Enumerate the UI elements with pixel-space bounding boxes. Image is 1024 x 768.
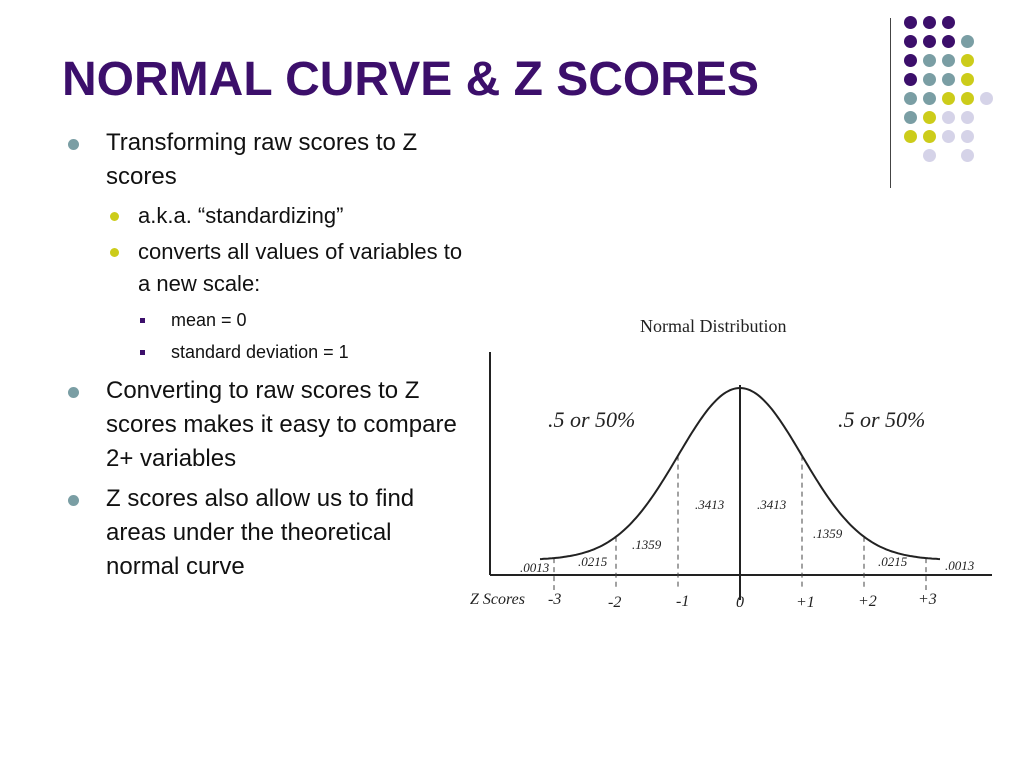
left-half-label: .5 or 50% bbox=[548, 407, 636, 432]
header-divider bbox=[890, 18, 891, 188]
figure-title: Normal Distribution bbox=[640, 316, 787, 336]
bullet-transforming: Transforming raw scores to Z scores bbox=[66, 126, 466, 194]
decorative-dot bbox=[942, 35, 955, 48]
decorative-dot bbox=[923, 54, 936, 67]
decorative-dot-grid bbox=[900, 12, 1010, 172]
decorative-dot bbox=[923, 149, 936, 162]
tick-0: 0 bbox=[736, 594, 744, 611]
area-label-8: .0013 bbox=[945, 558, 975, 573]
right-half-label: .5 or 50% bbox=[838, 407, 926, 432]
decorative-dot bbox=[923, 73, 936, 86]
decorative-dot bbox=[904, 92, 917, 105]
bullet-areas: Z scores also allow us to find areas under the theoretical normal curve bbox=[66, 482, 466, 584]
tick-neg3: -3 bbox=[548, 591, 562, 608]
decorative-dot bbox=[961, 111, 974, 124]
area-label-7: .0215 bbox=[878, 554, 908, 569]
area-label-5: .3413 bbox=[757, 497, 787, 512]
decorative-dot bbox=[904, 54, 917, 67]
decorative-dot bbox=[980, 92, 993, 105]
slide-title: NORMAL CURVE & Z SCORES bbox=[62, 53, 759, 106]
normal-distribution-figure bbox=[460, 300, 1000, 630]
tick-pos2: +2 bbox=[858, 593, 877, 610]
decorative-dot bbox=[904, 111, 917, 124]
decorative-dot bbox=[923, 35, 936, 48]
decorative-dot bbox=[942, 54, 955, 67]
decorative-dot bbox=[923, 111, 936, 124]
decorative-dot bbox=[961, 54, 974, 67]
area-label-3: .1359 bbox=[632, 537, 662, 552]
sub-bullet-converts: converts all values of variables to a new scale: bbox=[66, 236, 466, 300]
area-label-6: .1359 bbox=[813, 526, 843, 541]
decorative-dot bbox=[904, 130, 917, 143]
decorative-dot bbox=[923, 92, 936, 105]
decorative-dot bbox=[904, 73, 917, 86]
decorative-dot bbox=[961, 73, 974, 86]
sub-sub-bullet-mean: mean = 0 bbox=[66, 304, 466, 336]
tick-pos1: +1 bbox=[796, 594, 815, 611]
tick-pos3: +3 bbox=[918, 591, 937, 608]
decorative-dot bbox=[961, 149, 974, 162]
decorative-dot bbox=[942, 16, 955, 29]
sub-sub-bullet-sd: standard deviation = 1 bbox=[66, 336, 466, 368]
area-label-2: .0215 bbox=[578, 554, 608, 569]
decorative-dot bbox=[961, 130, 974, 143]
tick-neg1: -1 bbox=[676, 593, 690, 610]
tick-neg2: -2 bbox=[608, 594, 622, 611]
area-label-4: .3413 bbox=[695, 497, 725, 512]
bullet-converting: Converting to raw scores to Z scores makes it easy to compare 2+ variables bbox=[66, 374, 466, 476]
decorative-dot bbox=[942, 130, 955, 143]
decorative-dot bbox=[961, 35, 974, 48]
bullet-list bbox=[66, 126, 466, 590]
area-label-1: .0013 bbox=[520, 560, 550, 575]
decorative-dot bbox=[904, 35, 917, 48]
decorative-dot bbox=[961, 92, 974, 105]
decorative-dot bbox=[942, 92, 955, 105]
normal-distribution-svg bbox=[460, 300, 1000, 630]
decorative-dot bbox=[904, 16, 917, 29]
decorative-dot bbox=[923, 16, 936, 29]
sub-bullet-standardizing: a.k.a. “standardizing” bbox=[66, 200, 466, 232]
decorative-dot bbox=[942, 73, 955, 86]
decorative-dot bbox=[942, 111, 955, 124]
axis-label: Z Scores bbox=[470, 591, 525, 608]
decorative-dot bbox=[923, 130, 936, 143]
